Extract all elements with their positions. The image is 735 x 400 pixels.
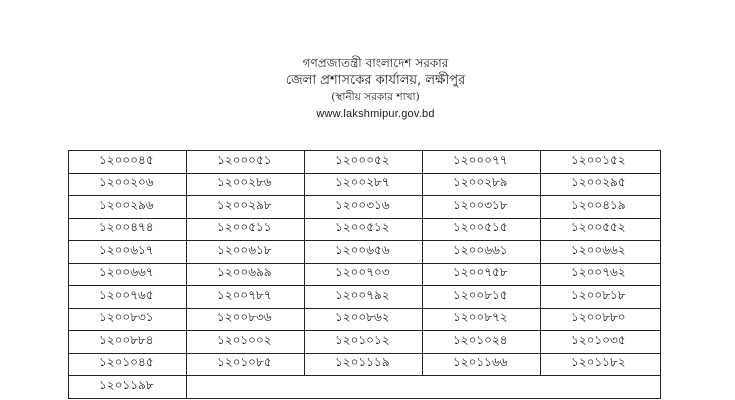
table-cell: ১২০০৭৬৫: [69, 286, 187, 309]
table-cell: ১২০১১৮২: [541, 353, 661, 376]
table-cell: ১২০০৭০৩: [305, 263, 423, 286]
table-cell: ১২০০৬১৭: [69, 241, 187, 264]
number-table-container: [68, 150, 661, 399]
table-cell: ১২০০০৪৫: [69, 151, 187, 174]
number-table: [68, 150, 661, 399]
table-cell: ১২০০৮৮০: [541, 308, 661, 331]
table-cell: ১২০০৬৬২: [541, 241, 661, 264]
table-cell: ১২০০৬৬১: [423, 241, 541, 264]
table-cell: ১২০০৩১৮: [423, 196, 541, 219]
number-table-body: [69, 151, 661, 399]
table-cell: ১২০০১৫২: [541, 151, 661, 174]
document-header: [8, 55, 735, 123]
table-row: [69, 218, 661, 241]
table-row: [69, 308, 661, 331]
table-cell: ১২০১১৬৬: [423, 353, 541, 376]
table-cell: ১২০০২৮৯: [423, 173, 541, 196]
table-cell: ১২০০২৮৬: [187, 173, 305, 196]
table-cell: ১২০০৭৫৮: [423, 263, 541, 286]
table-cell: ১২০০৮৩১: [69, 308, 187, 331]
table-row: [69, 286, 661, 309]
table-cell: ১২০০৮৩৬: [187, 308, 305, 331]
table-cell: ১২০০২০৬: [69, 173, 187, 196]
table-cell: ১২০০২৮৭: [305, 173, 423, 196]
table-cell: ১২০০০৭৭: [423, 151, 541, 174]
table-cell: ১২০০০৫২: [305, 151, 423, 174]
table-cell: ১২০১০৪৫: [69, 353, 187, 376]
table-cell: ১২০০৮১৫: [423, 286, 541, 309]
table-row: [69, 173, 661, 196]
table-cell: ১২০০৭৯২: [305, 286, 423, 309]
website-link[interactable]: www.lakshmipur.gov.bd: [316, 108, 435, 120]
table-cell: ১২০০৭৬২: [541, 263, 661, 286]
table-empty-cell: [187, 376, 661, 399]
table-cell: ১২০০৮১৮: [541, 286, 661, 309]
branch-title: (স্থানীয় সরকার শাখা): [331, 91, 420, 103]
table-row: [69, 376, 661, 399]
table-cell: ১২০০৫১৫: [423, 218, 541, 241]
table-cell: ১২০০০৫১: [187, 151, 305, 174]
table-cell: ১২০০৬১৮: [187, 241, 305, 264]
table-row: [69, 263, 661, 286]
table-cell: ১২০০৬৫৬: [305, 241, 423, 264]
table-cell: ১২০০২৯৬: [69, 196, 187, 219]
table-cell: ১২০০২৯৮: [187, 196, 305, 219]
table-cell: ১২০০২৯৫: [541, 173, 661, 196]
table-cell: ১২০১০৩৫: [541, 331, 661, 354]
table-cell: ১২০১০১২: [305, 331, 423, 354]
table-cell: ১২০১০০২: [187, 331, 305, 354]
table-row: [69, 331, 661, 354]
table-row: [69, 151, 661, 174]
table-cell: ১২০১০৮৫: [187, 353, 305, 376]
table-cell: ১২০০৪৭৪: [69, 218, 187, 241]
government-title: গণপ্রজাতন্ত্রী বাংলাদেশ সরকার: [302, 56, 449, 70]
office-title: জেলা প্রশাসকের কার্যালয়, লক্ষীপুর: [285, 73, 466, 88]
table-row: [69, 196, 661, 219]
table-cell: ১২০০৬৯৯: [187, 263, 305, 286]
table-cell: ১২০০৫৫২: [541, 218, 661, 241]
table-cell: ১২০০৫১২: [305, 218, 423, 241]
table-cell: ১২০০৭৮৭: [187, 286, 305, 309]
table-cell: ১২০০৮৬২: [305, 308, 423, 331]
table-row: [69, 353, 661, 376]
table-cell: ১২০০৮৭২: [423, 308, 541, 331]
table-cell: ১২০১০২৪: [423, 331, 541, 354]
table-cell: ১২০০৬৬৭: [69, 263, 187, 286]
table-cell: ১২০১১৯৮: [69, 376, 187, 399]
table-cell: ১২০০৮৮৪: [69, 331, 187, 354]
table-cell: ১২০০৫১১: [187, 218, 305, 241]
table-cell: ১২০০৩১৬: [305, 196, 423, 219]
table-cell: ১২০০৪১৯: [541, 196, 661, 219]
table-cell: ১২০১১১৯: [305, 353, 423, 376]
table-row: [69, 241, 661, 264]
